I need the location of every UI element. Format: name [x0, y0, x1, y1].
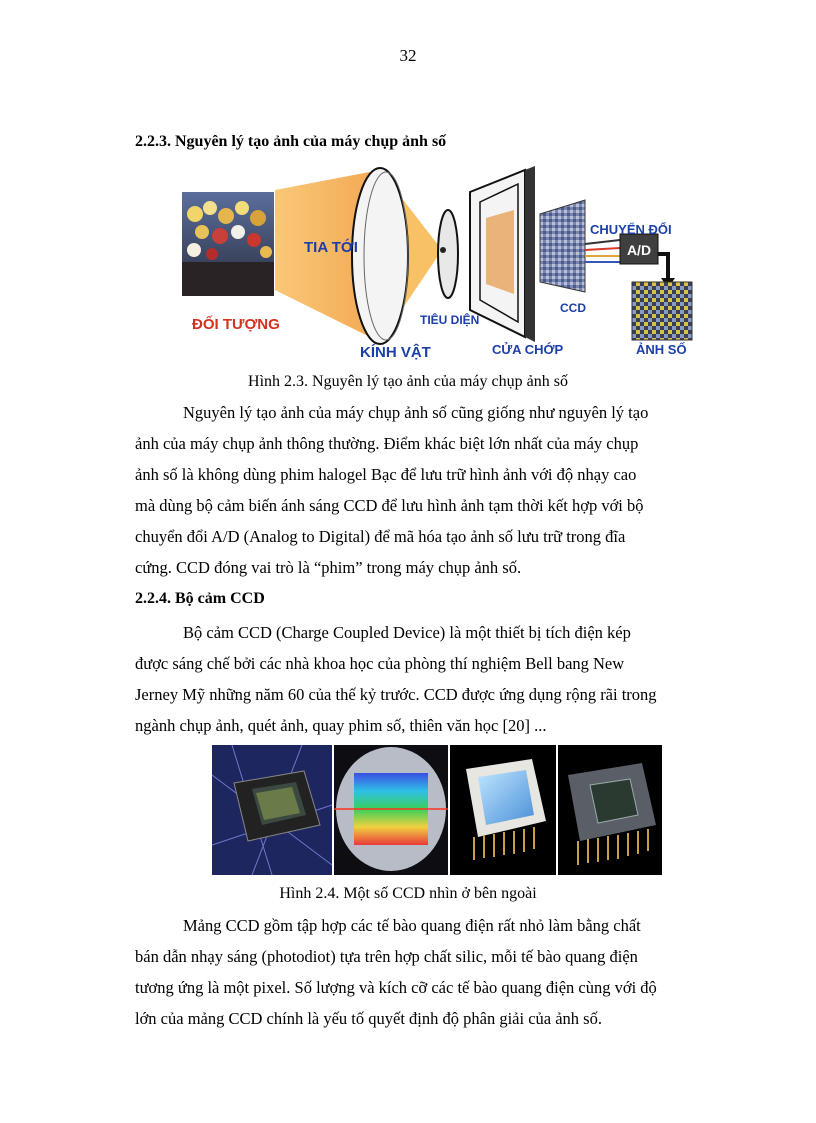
ccd-photo-4 [558, 745, 662, 875]
focal-plane-disk [438, 210, 458, 298]
paragraph-line: mà dùng bộ cảm biến ánh sáng CCD để lưu hình ảnh tạm thời kết hợp với bộ [135, 496, 644, 515]
object-photo [182, 192, 274, 296]
paragraph-line: chuyển đổi A/D (Analog to Digital) để mã hóa tạo ảnh số lưu trữ trong đĩa [135, 527, 626, 546]
label-ccd: CCD [560, 301, 586, 315]
paragraph-line: Jerney Mỹ những năm 60 của thế kỷ trước. CCD được ứng dụng rộng rãi trong [135, 685, 657, 704]
label-digital-image: ẢNH SỐ [636, 342, 687, 357]
objective-lens [352, 168, 408, 344]
figure-2-4-photos [212, 745, 662, 875]
label-objective-lens: KÍNH VẬT [360, 344, 431, 361]
label-shutter: CỬA CHỚP [492, 342, 564, 357]
section-heading-223: 2.2.3. Nguyên lý tạo ảnh của máy chụp ảnh số [135, 133, 447, 150]
paragraph-line: Nguyên lý tạo ảnh của máy chụp ảnh số cũng giống như nguyên lý tạo [183, 403, 649, 422]
label-object: ĐỐI TƯỢNG [192, 316, 280, 333]
figure-2-3-diagram [180, 162, 720, 362]
paragraph-line: ảnh của máy chụp ảnh thông thường. Điểm khác biệt lớn nhất của máy chụp [135, 434, 639, 453]
label-focal-plane: TIÊU DIỆN [420, 313, 480, 327]
ccd-photo-2 [334, 745, 448, 875]
paragraph-line: tương ứng là một pixel. Số lượng và kích cỡ các tế bào quang điện cùng với độ [135, 978, 657, 997]
ccd-sensor-grid [540, 200, 585, 292]
shutter-box [470, 166, 535, 342]
paragraph-line: Bộ cảm CCD (Charge Coupled Device) là một thiết bị tích điện kép [183, 623, 631, 642]
label-incident-ray: TIA TỚI [304, 239, 358, 256]
section-heading-224: 2.2.4. Bộ cảm CCD [135, 590, 265, 607]
paragraph-line: bán dẫn nhạy sáng (photodiot) tựa trên hợp chất silic, mỗi tế bào quang điện [135, 947, 638, 966]
label-conversion: CHUYỂN ĐỔI [590, 222, 672, 237]
ccd-photo-1 [212, 745, 332, 875]
digital-image-grid [632, 282, 692, 340]
figure-2-4-caption: Hình 2.4. Một số CCD nhìn ở bên ngoài [279, 885, 537, 902]
paragraph-line: cứng. CCD đóng vai trò là “phim” trong máy chụp ảnh số. [135, 558, 522, 577]
figure-2-3-caption: Hình 2.3. Nguyên lý tạo ảnh của máy chụp ảnh số [248, 373, 568, 390]
paragraph-line: được sáng chế bởi các nhà khoa học của phòng thí nghiệm Bell bang New [135, 654, 625, 673]
paragraph-line: ngành chụp ảnh, quét ảnh, quay phim số, thiên văn học [20] ... [135, 716, 547, 735]
paragraph-ccd-intro [135, 617, 740, 741]
paragraph-principle [135, 397, 740, 583]
paragraph-line: Mảng CCD gồm tập hợp các tế bào quang điện rất nhỏ làm bằng chất [183, 916, 641, 935]
paragraph-line: lớn của mảng CCD chính là yếu tố quyết định độ phân giải của ảnh số. [135, 1009, 602, 1028]
ad-converter-label: A/D [626, 242, 652, 258]
page-number: 32 [399, 46, 417, 65]
paragraph-line: ảnh số là không dùng phim halogel Bạc để lưu trữ hình ảnh với độ nhạy cao [135, 465, 637, 484]
ccd-photo-3 [450, 745, 556, 875]
paragraph-ccd-array [135, 910, 740, 1034]
